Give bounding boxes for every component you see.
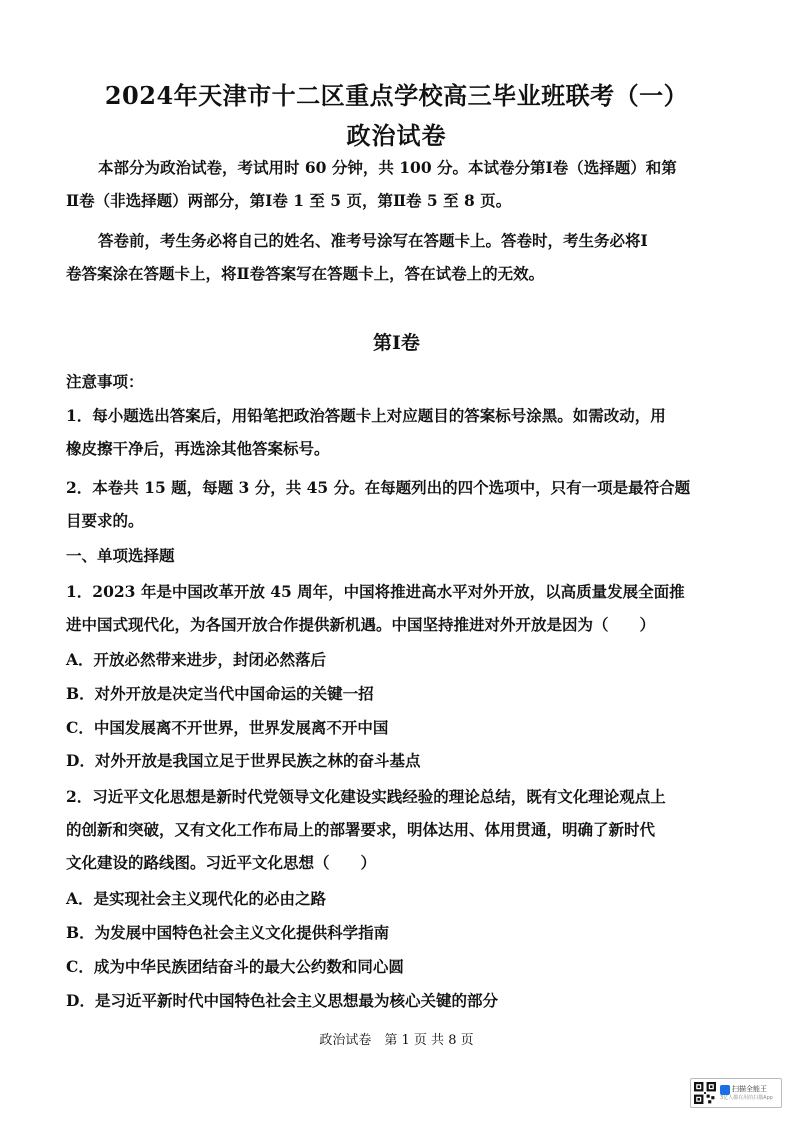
question-2-stem-line-3: 文化建设的路线图。习近平文化思想（ ）	[66, 853, 377, 872]
question-2-stem-line-2: 的创新和突破，又有文化工作布局上的部署要求，明体达用、体用贯通，明确了新时代	[66, 820, 656, 839]
question-1-stem-line-1: 1．2023 年是中国改革开放 45 周年，中国将推进高水平对外开放，以高质量发展全面推	[66, 582, 685, 601]
question-2-option-c: C．成为中华民族团结奋斗的最大公约数和同心圆	[66, 957, 404, 976]
qr-code-icon	[694, 1082, 716, 1104]
page-footer: 政治试卷 第 1 页 共 8 页	[319, 1033, 474, 1048]
intro-paragraph-1-line-2: Ⅱ卷（非选择题）两部分，第Ⅰ卷 1 至 5 页，第Ⅱ卷 5 至 8 页。	[66, 191, 512, 210]
scanner-watermark	[690, 1078, 782, 1108]
note-2-line-1: 2．本卷共 15 题，每题 3 分，共 45 分。在每题列出的四个选项中，只有一项是最符合题	[66, 478, 691, 497]
note-1-line-1: 1．每小题选出答案后，用铅笔把政治答题卡上对应题目的答案标号涂黑。如需改动，用	[66, 406, 666, 425]
section-title: 第Ⅰ卷	[373, 332, 420, 354]
question-2-stem-line-1: 2．习近平文化思想是新时代党领导文化建设实践经验的理论总结，既有文化理论观点上	[66, 787, 666, 806]
question-1-option-d: D．对外开放是我国立足于世界民族之林的奋斗基点	[66, 751, 421, 770]
question-2-option-a: A．是实现社会主义现代化的必由之路	[66, 889, 327, 908]
intro-paragraph-2-line-2: 卷答案涂在答题卡上，将Ⅱ卷答案写在答题卡上，答在试卷上的无效。	[66, 264, 545, 283]
question-1-option-b: B．对外开放是决定当代中国命运的关键一招	[66, 684, 374, 703]
notes-heading: 注意事项：	[66, 372, 144, 391]
scanner-app-logo-icon	[720, 1085, 730, 1095]
question-1-option-c: C．中国发展离不开世界，世界发展离不开中国	[66, 718, 389, 737]
question-1-stem-line-2: 进中国式现代化，为各国开放合作提供新机遇。中国坚持推进对外开放是因为（ ）	[66, 615, 656, 634]
note-1-line-2: 橡皮擦干净后，再选涂其他答案标号。	[66, 439, 330, 458]
question-2-option-b: B．为发展中国特色社会主义文化提供科学指南	[66, 923, 390, 942]
scanner-app-name: 扫描全能王	[732, 1085, 767, 1093]
part-heading: 一、单项选择题	[66, 546, 175, 565]
question-2-option-d: D．是习近平新时代中国特色社会主义思想最为核心关键的部分	[66, 991, 498, 1010]
exam-subtitle: 政治试卷	[346, 121, 447, 150]
intro-paragraph-2-line-1: 答卷前，考生务必将自己的姓名、准考号涂写在答题卡上。答卷时，考生务必将Ⅰ	[98, 231, 648, 250]
question-1-option-a: A．开放必然带来进步，封闭必然落后	[66, 650, 327, 669]
scanner-app-tagline: 3亿人都在用的扫描App	[720, 1094, 773, 1101]
note-2-line-2: 目要求的。	[66, 511, 144, 530]
intro-paragraph-1-line-1: 本部分为政治试卷，考试用时 60 分钟，共 100 分。本试卷分第Ⅰ卷（选择题）和第	[98, 158, 677, 177]
exam-title: 2024年天津市十二区重点学校高三毕业班联考（一）	[104, 81, 689, 110]
